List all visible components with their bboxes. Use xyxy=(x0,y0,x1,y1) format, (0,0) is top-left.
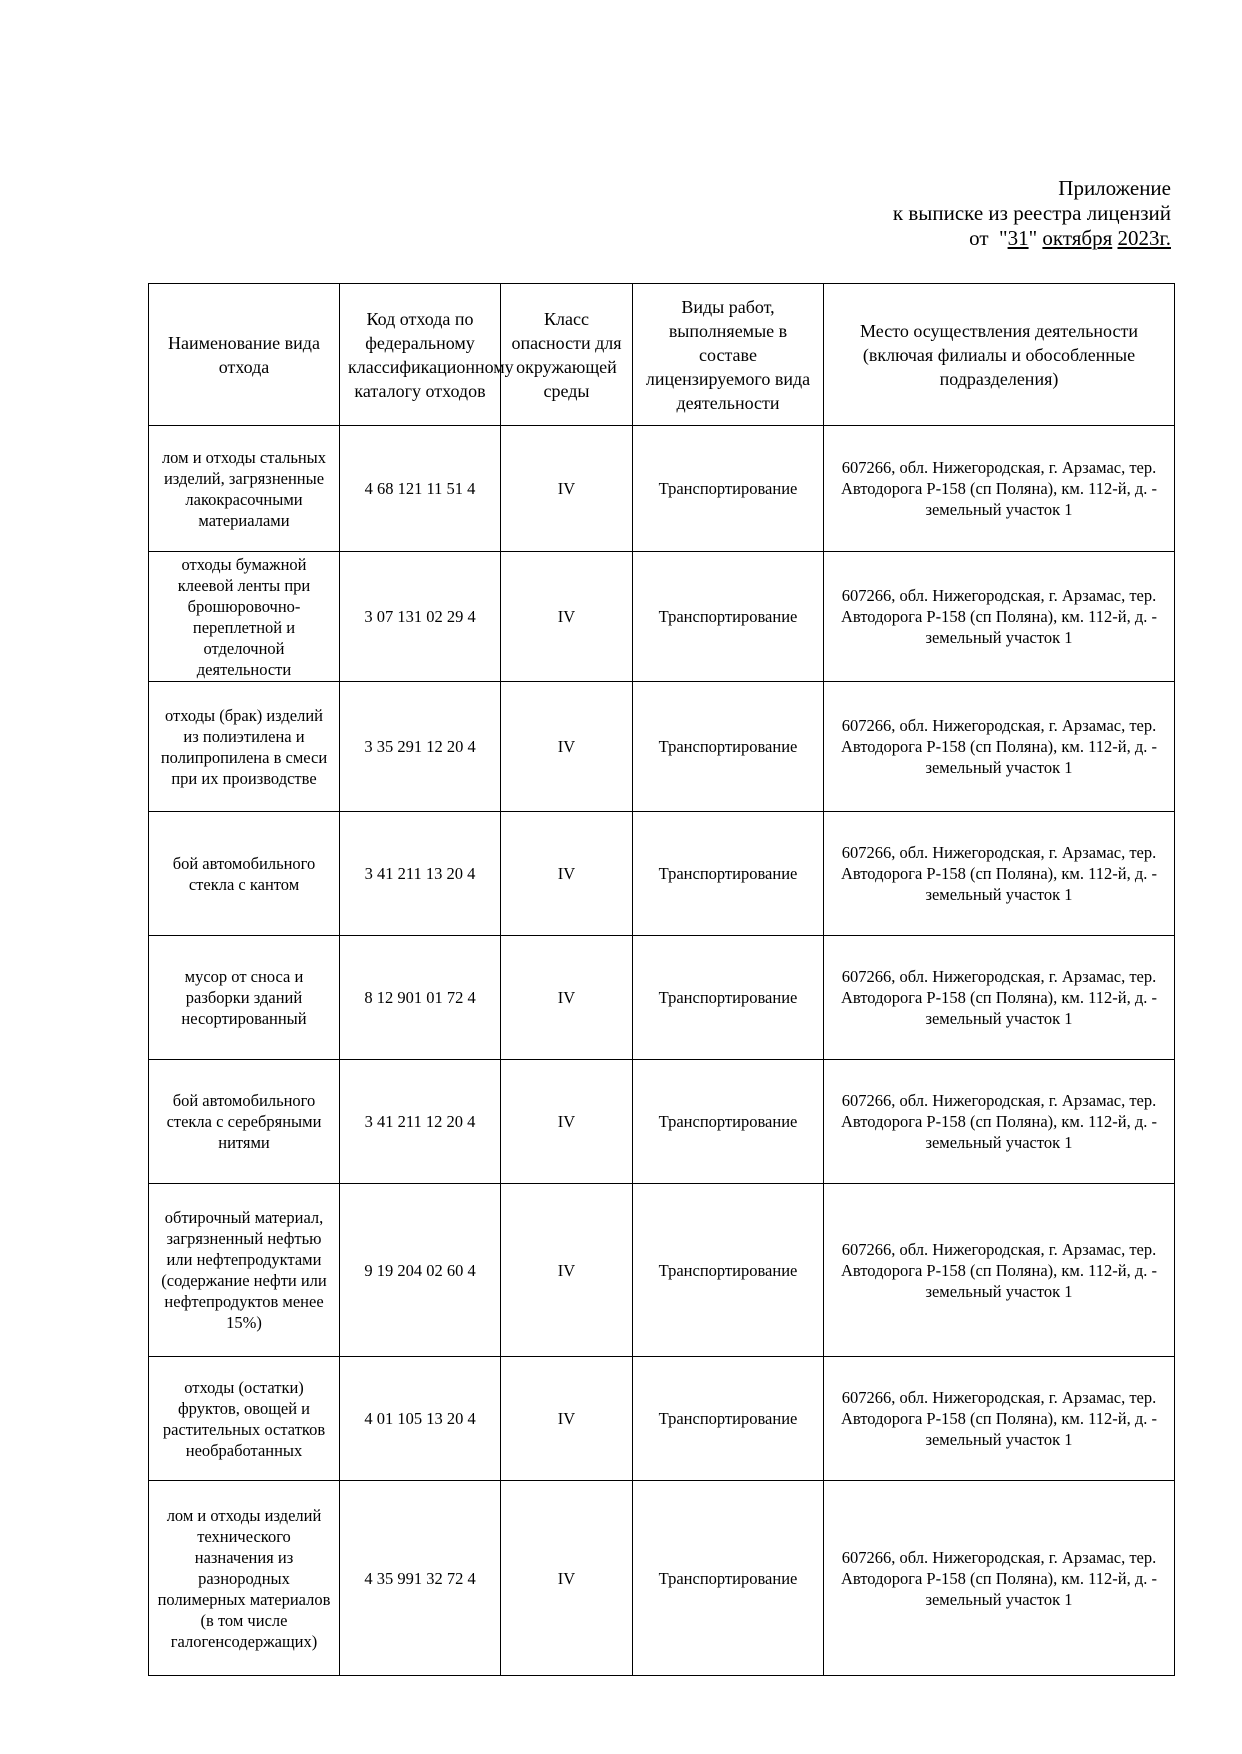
date-year: 2023г. xyxy=(1117,226,1171,250)
waste-name-cell: отходы (брак) изделий из полиэтилена и полипропилена в смеси при их производстве xyxy=(149,682,340,812)
header-row xyxy=(149,284,1175,426)
hazard-class-cell: IV xyxy=(501,812,633,936)
hazard-class-cell: IV xyxy=(501,682,633,812)
location-cell: 607266, обл. Нижегородская, г. Арзамас, тер. Автодорога Р-158 (сп Поляна), км. 112-й, д. - земельный участок 1 xyxy=(824,682,1175,812)
location-cell: 607266, обл. Нижегородская, г. Арзамас, тер. Автодорога Р-158 (сп Поляна), км. 112-й, д. - земельный участок 1 xyxy=(824,426,1175,552)
hazard-class-cell: IV xyxy=(501,1481,633,1676)
waste-name-cell: мусор от сноса и разборки зданий несортированный xyxy=(149,936,340,1060)
work-type-cell: Транспортирование xyxy=(633,1357,824,1481)
work-type-cell: Транспортирование xyxy=(633,1481,824,1676)
waste-name-cell: отходы (остатки) фруктов, овощей и растительных остатков необработанных xyxy=(149,1357,340,1481)
table-row xyxy=(149,1357,1175,1481)
location-cell: 607266, обл. Нижегородская, г. Арзамас, тер. Автодорога Р-158 (сп Поляна), км. 112-й, д. - земельный участок 1 xyxy=(824,1060,1175,1184)
table-row xyxy=(149,936,1175,1060)
header-location: Место осуществления деятельности (включая филиалы и обособленные подразделения) xyxy=(824,284,1175,426)
hazard-class-cell: IV xyxy=(501,426,633,552)
waste-table xyxy=(148,283,1175,1676)
waste-code-cell: 9 19 204 02 60 4 xyxy=(340,1184,501,1357)
hazard-class-cell: IV xyxy=(501,1184,633,1357)
header-waste-code: Код отхода по федеральному классификационному каталогу отходов xyxy=(340,284,501,426)
table-row xyxy=(149,426,1175,552)
waste-code-cell: 3 41 211 13 20 4 xyxy=(340,812,501,936)
waste-code-cell: 4 68 121 11 51 4 xyxy=(340,426,501,552)
table-row xyxy=(149,552,1175,682)
hazard-class-cell: IV xyxy=(501,552,633,682)
table-header xyxy=(149,284,1175,426)
table-row xyxy=(149,682,1175,812)
waste-code-cell: 3 07 131 02 29 4 xyxy=(340,552,501,682)
work-type-cell: Транспортирование xyxy=(633,426,824,552)
work-type-cell: Транспортирование xyxy=(633,936,824,1060)
location-cell: 607266, обл. Нижегородская, г. Арзамас, тер. Автодорога Р-158 (сп Поляна), км. 112-й, д. - земельный участок 1 xyxy=(824,1184,1175,1357)
quote-open: " xyxy=(999,226,1008,250)
location-cell: 607266, обл. Нижегородская, г. Арзамас, тер. Автодорога Р-158 (сп Поляна), км. 112-й, д. - земельный участок 1 xyxy=(824,1481,1175,1676)
date-prefix: от xyxy=(969,226,989,250)
work-type-cell: Транспортирование xyxy=(633,812,824,936)
date-day: 31 xyxy=(1007,226,1029,250)
waste-name-cell: отходы бумажной клеевой ленты при брошюровочно-переплетной и отделочной деятельности xyxy=(149,552,340,682)
quote-close: " xyxy=(1028,226,1038,250)
waste-name-cell: обтирочный материал, загрязненный нефтью или нефтепродуктами (содержание нефти или нефтепродуктов менее 15%) xyxy=(149,1184,340,1357)
table-row xyxy=(149,1481,1175,1676)
work-type-cell: Транспортирование xyxy=(633,1060,824,1184)
waste-code-cell: 8 12 901 01 72 4 xyxy=(340,936,501,1060)
waste-code-cell: 3 35 291 12 20 4 xyxy=(340,682,501,812)
appendix-date xyxy=(893,226,1171,251)
waste-name-cell: лом и отходы стальных изделий, загрязненные лакокрасочными материалами xyxy=(149,426,340,552)
location-cell: 607266, обл. Нижегородская, г. Арзамас, тер. Автодорога Р-158 (сп Поляна), км. 112-й, д. - земельный участок 1 xyxy=(824,1357,1175,1481)
hazard-class-cell: IV xyxy=(501,936,633,1060)
document-header xyxy=(893,176,1171,251)
date-month: октября xyxy=(1042,226,1113,250)
header-waste-name: Наименование вида отхода xyxy=(149,284,340,426)
location-cell: 607266, обл. Нижегородская, г. Арзамас, тер. Автодорога Р-158 (сп Поляна), км. 112-й, д. - земельный участок 1 xyxy=(824,552,1175,682)
waste-name-cell: бой автомобильного стекла с кантом xyxy=(149,812,340,936)
table-body xyxy=(149,426,1175,1676)
waste-code-cell: 4 01 105 13 20 4 xyxy=(340,1357,501,1481)
waste-name-cell: бой автомобильного стекла с серебряными нитями xyxy=(149,1060,340,1184)
work-type-cell: Транспортирование xyxy=(633,1184,824,1357)
location-cell: 607266, обл. Нижегородская, г. Арзамас, тер. Автодорога Р-158 (сп Поляна), км. 112-й, д. - земельный участок 1 xyxy=(824,812,1175,936)
appendix-subtitle: к выписке из реестра лицензий xyxy=(892,201,1171,225)
hazard-class-cell: IV xyxy=(501,1357,633,1481)
hazard-class-cell: IV xyxy=(501,1060,633,1184)
header-hazard-class: Класс опасности для окружающей среды xyxy=(501,284,633,426)
work-type-cell: Транспортирование xyxy=(633,682,824,812)
table-row xyxy=(149,812,1175,936)
location-cell: 607266, обл. Нижегородская, г. Арзамас, тер. Автодорога Р-158 (сп Поляна), км. 112-й, д. - земельный участок 1 xyxy=(824,936,1175,1060)
appendix-title: Приложение xyxy=(1058,176,1171,200)
header-work-types: Виды работ, выполняемые в составе лицензируемого вида деятельности xyxy=(633,284,824,426)
table-row xyxy=(149,1060,1175,1184)
table-row xyxy=(149,1184,1175,1357)
waste-code-cell: 4 35 991 32 72 4 xyxy=(340,1481,501,1676)
waste-code-cell: 3 41 211 12 20 4 xyxy=(340,1060,501,1184)
waste-name-cell: лом и отходы изделий технического назначения из разнородных полимерных материалов (в том числе галогенсодержащих) xyxy=(149,1481,340,1676)
work-type-cell: Транспортирование xyxy=(633,552,824,682)
